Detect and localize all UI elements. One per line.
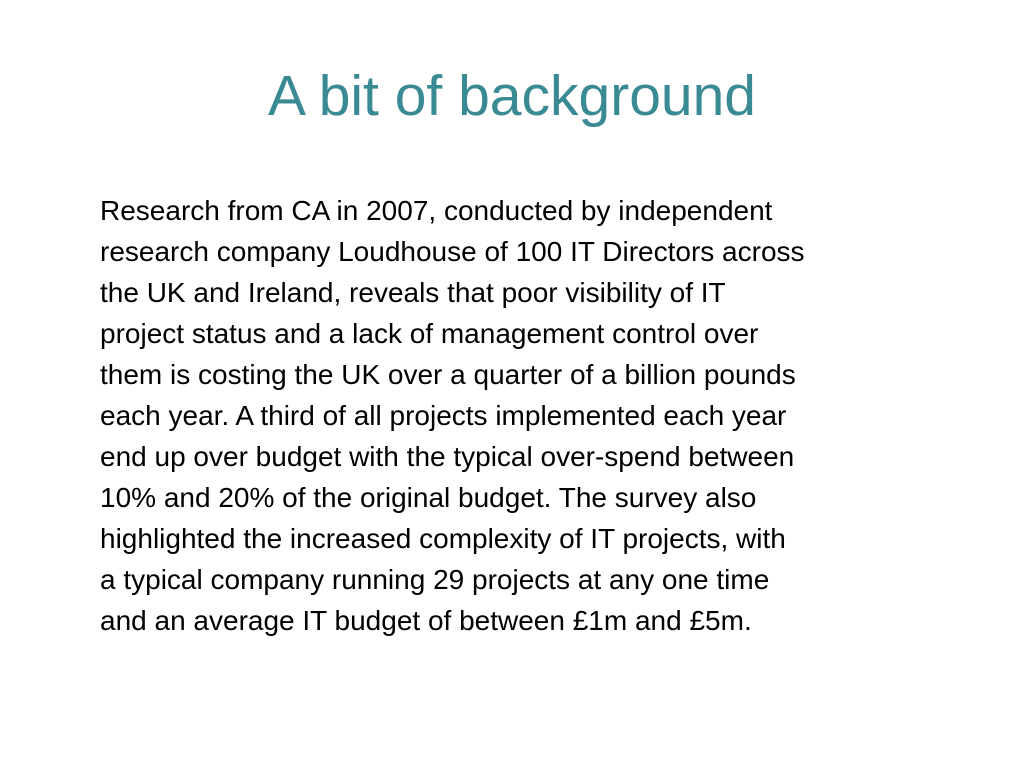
body-line: and an average IT budget of between £1m and £5m. (100, 605, 752, 636)
body-line: them is costing the UK over a quarter of a billion pounds (100, 359, 796, 390)
body-line: a typical company running 29 projects at any one time (100, 564, 770, 595)
body-line: the UK and Ireland, reveals that poor visibility of IT (100, 277, 726, 308)
body-line: Research from CA in 2007, conducted by independent (100, 195, 773, 226)
slide-body-paragraph (100, 190, 970, 641)
body-line: end up over budget with the typical over-spend between (100, 441, 795, 472)
slide-title: A bit of background (267, 64, 756, 128)
body-line: 10% and 20% of the original budget. The survey also (100, 482, 757, 513)
body-line: project status and a lack of management control over (100, 318, 759, 349)
body-line: highlighted the increased complexity of IT projects, with (100, 523, 786, 554)
body-line: each year. A third of all projects implemented each year (100, 400, 787, 431)
body-line: research company Loudhouse of 100 IT Directors across (100, 236, 805, 267)
